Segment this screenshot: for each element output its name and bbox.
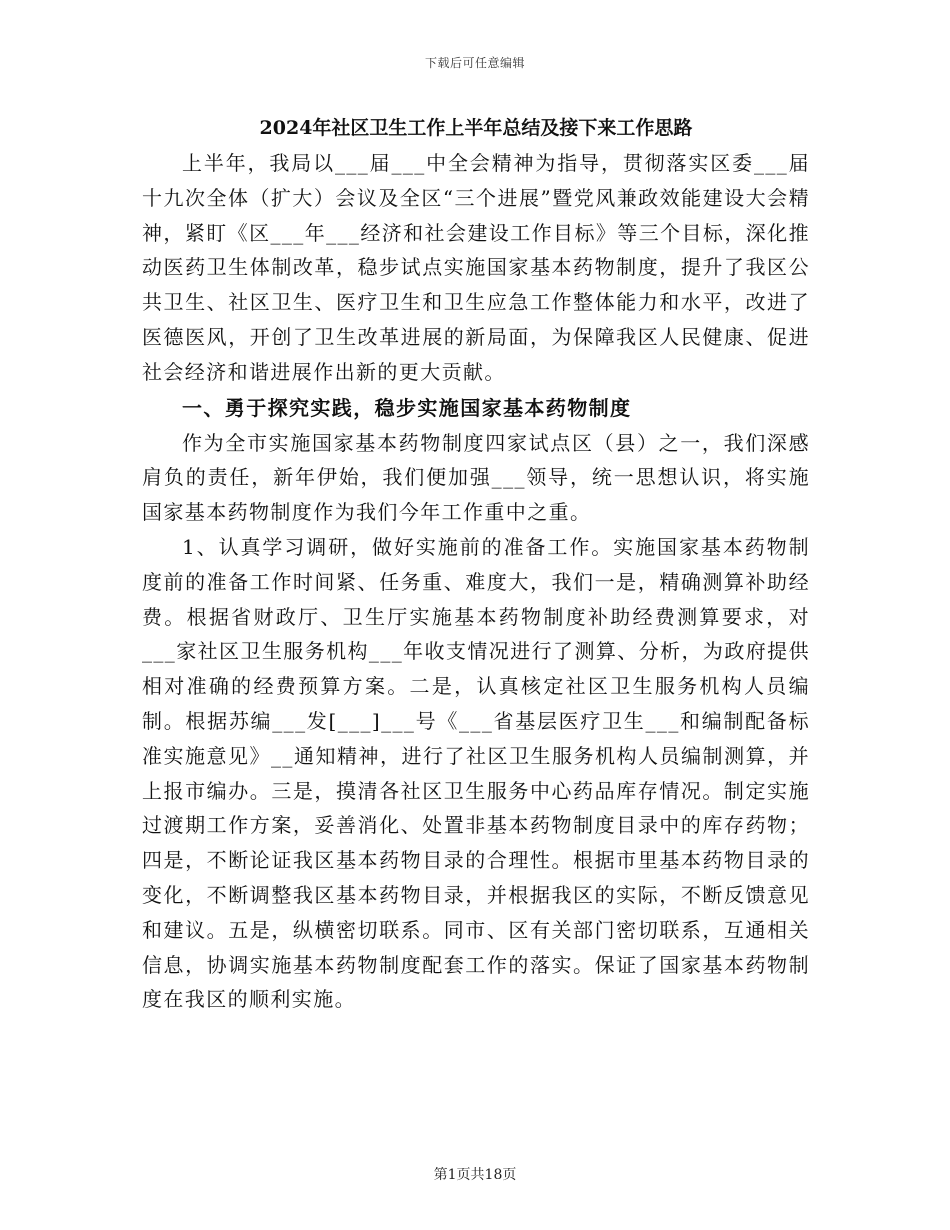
document-body bbox=[142, 110, 810, 1017]
page-header-note: 下载后可任意编辑 bbox=[424, 56, 525, 70]
section-1-paragraph-1: 作为全市实施国家基本药物制度四家试点区（县）之一，我们深感肩负的责任，新年伊始，我们便加强___领导，统一思想认识，将实施国家基本药物制度作为我们今年工作重中之重。 bbox=[142, 430, 810, 525]
document-title: 2024年社区卫生工作上半年总结及接下来工作思路 bbox=[259, 117, 693, 139]
page-number-footer: 第1页共18页 bbox=[433, 1167, 517, 1183]
section-1-paragraph-2: 1、认真学习调研，做好实施前的准备工作。实施国家基本药物制度前的准备工作时间紧、任务重、难度大，我们一是，精确测算补助经费。根据省财政厅、卫生厅实施基本药物制度补助经费测算要求，对___家社区卫生服务机构___年收支情况进行了测算、分析，为政府提供相对准确的经费预算方案。二是，认真核定社区卫生服务机构人员编制。根据苏编___发[___]___号《___省基层医疗卫生___和编制配备标准实施意见》__通知精神，进行了社区卫生服务机构人员编制测算，并上报市编办。三是，摸清各社区卫生服务中心药品库存情况。制定实施过渡期工作方案，妥善消化、处置非基本药物制度目录中的库存药物；四是，不断论证我区基本药物目录的合理性。根据市里基本药物目录的变化，不断调整我区基本药物目录，并根据我区的实际，不断反馈意见和建议。五是，纵横密切联系。同市、区有关部门密切联系，互通相关信息，协调实施基本药物制度配套工作的落实。保证了国家基本药物制度在我区的顺利实施。 bbox=[142, 534, 810, 1012]
intro-paragraph: 上半年，我局以___届___中全会精神为指导，贯彻落实区委___届十九次全体（扩大）会议及全区“三个进展”暨党风兼政效能建设大会精神，紧盯《区___年___经济和社会建设工作目标》等三个目标，深化推动医药卫生体制改革，稳步试点实施国家基本药物制度，提升了我区公共卫生、社区卫生、医疗卫生和卫生应急工作整体能力和水平，改进了医德医风，开创了卫生改革进展的新局面，为保障我区人民健康、促进社会经济和谐进展作出新的更大贡献。 bbox=[142, 151, 810, 384]
section-heading-1: 一、勇于探究实践，稳步实施国家基本药物制度 bbox=[182, 395, 632, 420]
